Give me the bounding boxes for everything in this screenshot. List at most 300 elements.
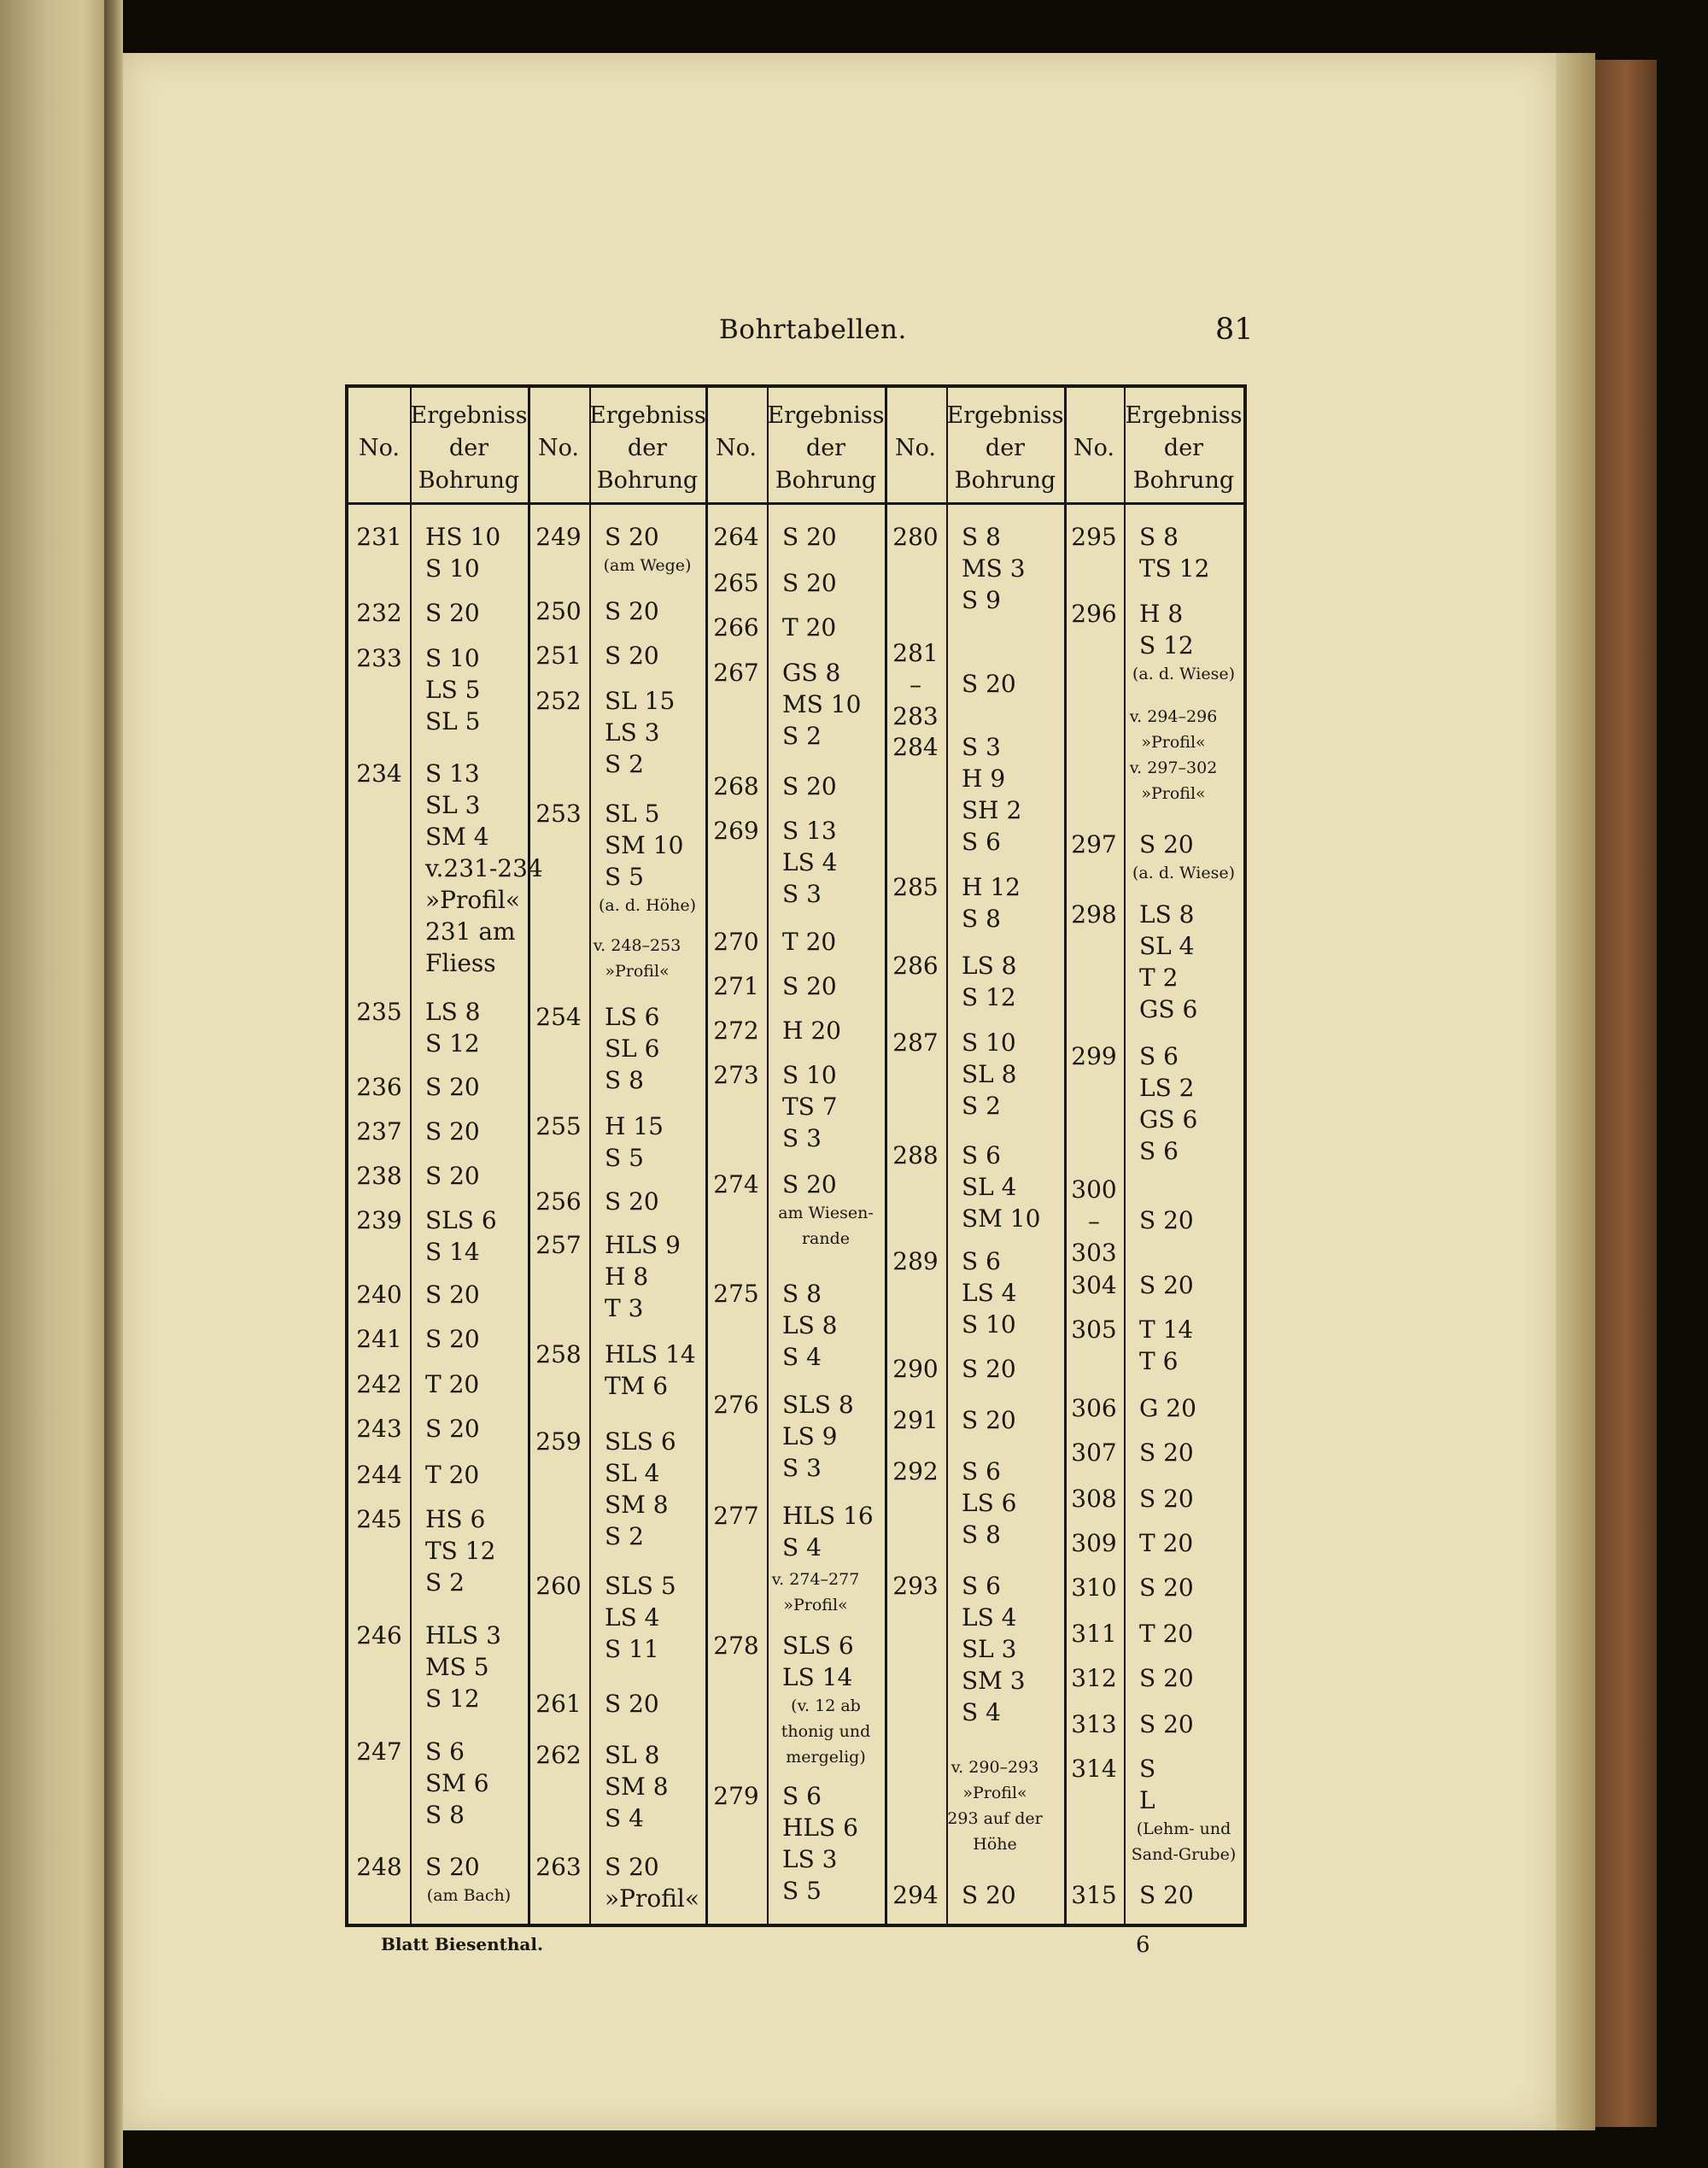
result-line: SLS 6: [425, 1206, 497, 1234]
header-result-line: Ergebniss: [1125, 402, 1243, 429]
boring-result: [425, 1279, 524, 1310]
result-line: S 20: [425, 1073, 480, 1101]
boring-number-value: 285: [892, 873, 939, 901]
result-line: SL 5: [425, 707, 481, 735]
result-line: T 20: [782, 613, 837, 642]
boring-number-value: 240: [356, 1280, 402, 1309]
result-line: S 8: [1139, 523, 1179, 551]
boring-number: [705, 1015, 767, 1046]
boring-result: [1139, 1662, 1240, 1694]
header-result-line: der: [1163, 435, 1204, 461]
result-line: S 6: [962, 1457, 1001, 1485]
result-line: S 6: [1139, 1042, 1179, 1070]
header-result: [1124, 400, 1243, 497]
result-line: S 10: [425, 644, 480, 672]
boring-number-value: 281: [892, 639, 939, 667]
boring-number: [528, 1739, 589, 1771]
boring-number-value: 263: [535, 1853, 582, 1881]
boring-number: [348, 1279, 410, 1310]
result-line: LS 8: [962, 952, 1017, 980]
boring-number-value: 253: [535, 800, 582, 828]
boring-number: [528, 640, 589, 671]
header-result: [946, 400, 1064, 497]
boring-result: [425, 996, 524, 1059]
result-note: v. 248–253: [593, 936, 681, 955]
result-line: 231 am: [425, 917, 516, 946]
header-no: No.: [716, 435, 757, 461]
result-line: S 3: [782, 1124, 822, 1152]
boring-number: [528, 1339, 589, 1370]
result-line: HS 10: [425, 523, 501, 551]
result-line: S 6: [962, 828, 1001, 856]
result-line: S 20: [962, 1881, 1016, 1909]
result-line: S: [1139, 1755, 1156, 1783]
range-dash: –: [1088, 1207, 1100, 1235]
boring-number-value: 275: [713, 1280, 759, 1308]
boring-result: [605, 1001, 702, 1096]
boring-number-value: 293: [892, 1572, 939, 1600]
result-line: S 3: [962, 733, 1001, 761]
boring-number-value: 241: [356, 1325, 402, 1353]
boring-number: [528, 1001, 589, 1033]
result-line: S 13: [425, 759, 480, 788]
boring-number-value: 289: [892, 1247, 939, 1275]
result-line: LS 8: [425, 998, 481, 1026]
boring-number-value: 272: [713, 1017, 759, 1045]
boring-number: [348, 1413, 410, 1444]
result-line: SL 8: [962, 1060, 1017, 1088]
result-note: »Profil«: [1141, 784, 1206, 803]
boring-number-value: 299: [1071, 1042, 1117, 1070]
boring-result: [1139, 1483, 1240, 1515]
result-line: S 12: [425, 1029, 480, 1058]
header-no: No.: [1073, 435, 1114, 461]
result-note: Sand-Grube): [1131, 1845, 1237, 1864]
result-note: Höhe: [973, 1835, 1017, 1854]
page-number: 81: [1215, 313, 1254, 347]
boring-number: [705, 521, 767, 553]
result-line: S 20: [1139, 1710, 1194, 1738]
boring-result: [782, 815, 881, 910]
result-line: S 4: [605, 1804, 644, 1832]
result-line: LS 3: [605, 718, 660, 747]
boring-number: [885, 1456, 946, 1487]
boring-number: [1064, 899, 1124, 930]
result-line: SLS 6: [782, 1632, 854, 1660]
boring-number-value: 262: [535, 1741, 582, 1769]
result-line: S 20: [782, 523, 837, 551]
boring-number-value: 297: [1071, 830, 1117, 858]
result-line: »Profil«: [605, 1884, 699, 1913]
boring-number-value: 232: [356, 599, 402, 627]
boring-result: [1139, 1204, 1240, 1236]
result-note: v. 297–302: [1129, 759, 1218, 777]
result-line: S 20: [1139, 830, 1194, 858]
boring-number-value: 287: [892, 1028, 939, 1057]
boring-number-value: 274: [713, 1170, 759, 1198]
result-line: MS 10: [782, 690, 862, 718]
result-line: LS 8: [1139, 900, 1195, 929]
boring-result: [1139, 1879, 1240, 1911]
boring-result: [425, 1323, 524, 1355]
result-line: »Profil«: [425, 886, 520, 914]
boring-result: [782, 521, 881, 553]
boring-number: [705, 1059, 767, 1091]
boring-number: [528, 1851, 589, 1883]
result-line: SM 10: [605, 831, 684, 859]
result-line: S 12: [425, 1685, 480, 1713]
boring-number-value: 269: [713, 817, 759, 845]
boring-number-value: 290: [892, 1355, 939, 1383]
boring-number-value: 231: [356, 523, 402, 551]
boring-number: [528, 595, 589, 627]
boring-number: [705, 1500, 767, 1532]
result-line: S 4: [782, 1533, 822, 1562]
boring-result: [1132, 829, 1240, 886]
result-line: T 2: [1139, 964, 1179, 992]
result-line: GS 6: [1139, 1105, 1198, 1134]
boring-number-value: 307: [1071, 1438, 1117, 1467]
boring-number: [348, 1368, 410, 1400]
boring-result: [782, 1389, 881, 1484]
boring-result: [605, 1426, 702, 1552]
result-line: S 8: [605, 1066, 644, 1094]
boring-number-value: 252: [535, 687, 582, 715]
boring-number-value: 239: [356, 1206, 402, 1234]
boring-number: [1064, 1040, 1124, 1072]
boring-number: [885, 521, 946, 553]
result-line: S 20: [1139, 1438, 1194, 1467]
left-page-edge: [0, 0, 104, 2168]
result-line: H 12: [962, 873, 1021, 901]
result-line: T 20: [1139, 1529, 1194, 1557]
result-note: »Profil«: [1141, 733, 1206, 752]
boring-result: [1139, 1269, 1240, 1301]
book-cover-edge: [1595, 60, 1657, 2127]
boring-number-value: 245: [356, 1505, 402, 1533]
result-line: S 2: [605, 750, 644, 778]
boring-result: [425, 1204, 524, 1268]
boring-number-end: 283: [892, 702, 939, 730]
boring-result: [425, 1160, 524, 1192]
boring-number-value: 280: [892, 523, 939, 551]
boring-number-value: 238: [356, 1162, 402, 1190]
result-line: S 2: [962, 1092, 1001, 1120]
result-line: T 20: [425, 1370, 480, 1398]
header-result-line: der: [448, 435, 489, 461]
boring-number-value: 309: [1071, 1529, 1117, 1557]
result-line: HLS 16: [782, 1502, 874, 1530]
result-line: S 12: [1139, 631, 1194, 659]
header-result-line: Ergebniss: [589, 402, 706, 429]
boring-number: [705, 970, 767, 1002]
boring-number: [705, 657, 767, 688]
result-line: S 5: [782, 1877, 822, 1905]
boring-result: [425, 521, 524, 584]
boring-result: [962, 1404, 1061, 1436]
result-note: (am Wege): [603, 556, 692, 575]
result-line: SM 4: [425, 823, 489, 851]
header-no: No.: [538, 435, 579, 461]
boring-number: [1064, 1572, 1124, 1603]
result-line: LS 4: [962, 1279, 1017, 1307]
result-line: S 6: [962, 1141, 1001, 1169]
boring-number: [1064, 1879, 1124, 1911]
boring-result: [782, 657, 881, 752]
boring-result: [962, 1027, 1061, 1122]
result-note: 293 auf der: [947, 1809, 1043, 1828]
result-note: (a. d. Wiese): [1132, 864, 1235, 882]
boring-number: [885, 871, 946, 903]
result-line: S 12: [962, 983, 1016, 1011]
header-result-line: Ergebniss: [410, 402, 528, 429]
result-line: S 20: [962, 670, 1016, 698]
boring-number: [885, 1027, 946, 1058]
result-line: SLS 5: [605, 1572, 676, 1600]
boring-result: [425, 1851, 524, 1908]
boring-result: [425, 758, 543, 979]
boring-number: [885, 731, 946, 763]
result-line: SLS 8: [782, 1391, 854, 1419]
result-line: S 20: [1139, 1271, 1194, 1299]
boring-number-value: 273: [713, 1061, 759, 1089]
boring-number-value: 278: [713, 1632, 759, 1660]
boring-number: [885, 1879, 946, 1911]
result-line: SL 4: [605, 1459, 660, 1487]
result-line: HLS 3: [425, 1621, 501, 1649]
result-line: S 20: [1139, 1664, 1194, 1692]
header-result-line: Bohrung: [775, 467, 877, 494]
boring-number-value: 315: [1071, 1881, 1117, 1909]
book-gutter: [104, 0, 123, 2168]
result-line: S 3: [782, 880, 822, 908]
result-line: SM 10: [962, 1204, 1041, 1233]
boring-number-value: 264: [713, 523, 759, 551]
boring-number-value: 258: [535, 1340, 582, 1368]
result-line: SM 8: [605, 1772, 669, 1801]
boring-result: [782, 926, 881, 958]
boring-number-value: 247: [356, 1737, 402, 1766]
boring-result: [425, 597, 524, 629]
boring-number-value: 255: [535, 1112, 582, 1140]
result-line: H 8: [1139, 600, 1184, 628]
result-line: S 10: [962, 1028, 1016, 1057]
boring-result: [1139, 521, 1240, 584]
result-line: S 14: [425, 1238, 480, 1266]
result-line: SM 8: [605, 1491, 669, 1519]
boring-result: [425, 1459, 524, 1491]
boring-number: [1064, 598, 1124, 630]
boring-number-value: 257: [535, 1231, 582, 1259]
result-note: (v. 12 ab: [791, 1696, 861, 1715]
result-line: GS 8: [782, 659, 841, 687]
result-line: S 20: [605, 523, 659, 551]
boring-number-value: 271: [713, 972, 759, 1000]
boring-result: [425, 1368, 524, 1400]
boring-number-value: 243: [356, 1415, 402, 1443]
result-line: T 14: [1139, 1315, 1194, 1344]
boring-result: [1139, 1392, 1240, 1424]
boring-number: [885, 1404, 946, 1436]
result-line: S 20: [605, 642, 659, 670]
boring-result: [1139, 1708, 1240, 1740]
boring-number-value: 305: [1071, 1315, 1117, 1344]
boring-result: [1129, 704, 1230, 806]
result-note: (a. d. Wiese): [1132, 665, 1235, 683]
boring-number-value: 279: [713, 1782, 759, 1810]
result-line: TS 7: [782, 1093, 838, 1121]
boring-result: [425, 1116, 524, 1147]
result-line: S 2: [605, 1522, 644, 1550]
result-line: SL 3: [962, 1635, 1017, 1663]
result-line: S 4: [962, 1698, 1001, 1726]
boring-number: [1064, 1753, 1124, 1784]
boring-result: [605, 1851, 702, 1914]
result-note: mergelig): [786, 1748, 866, 1767]
result-line: S 20: [782, 569, 837, 597]
boring-number-value: 314: [1071, 1755, 1117, 1783]
boring-result: [962, 1879, 1061, 1911]
header-no: No.: [895, 435, 936, 461]
result-line: S 20: [1139, 1881, 1194, 1909]
boring-number-end: 303: [1071, 1239, 1117, 1267]
boring-result: [605, 521, 702, 578]
result-line: S 8: [962, 905, 1001, 933]
boring-number-value: 248: [356, 1853, 402, 1881]
result-line: LS 4: [962, 1603, 1017, 1632]
boring-number: [348, 1116, 410, 1147]
boring-result: [605, 1688, 702, 1720]
result-note: »Profil«: [783, 1596, 848, 1614]
header-result-line: der: [985, 435, 1026, 461]
boring-number: [348, 1323, 410, 1355]
boring-result: [1131, 1753, 1240, 1867]
boring-number: [705, 815, 767, 847]
header-result: [410, 400, 528, 497]
result-line: S 6: [1139, 1137, 1179, 1165]
result-line: MS 5: [425, 1653, 489, 1681]
result-line: SM 3: [962, 1667, 1026, 1695]
header-result-line: Ergebniss: [946, 402, 1064, 429]
boring-result: [782, 1015, 881, 1046]
boring-result: [772, 1567, 871, 1618]
boring-number: [348, 996, 410, 1028]
result-line: H 8: [605, 1263, 649, 1291]
boring-number: [705, 926, 767, 958]
header-result-line: Bohrung: [1132, 467, 1235, 494]
result-line: HLS 6: [782, 1814, 858, 1842]
result-line: SH 2: [962, 796, 1022, 824]
result-line: S 10: [425, 554, 480, 583]
boring-table: [345, 384, 1247, 1927]
result-line: LS 14: [782, 1663, 853, 1691]
boring-result: [962, 871, 1061, 935]
result-line: HLS 9: [605, 1231, 681, 1259]
result-line: SL 4: [1139, 932, 1195, 960]
result-line: S 20: [782, 972, 837, 1000]
boring-number: [705, 1780, 767, 1812]
boring-result: [425, 1503, 524, 1598]
result-note: rande: [801, 1229, 851, 1248]
result-line: LS 2: [1139, 1074, 1195, 1102]
boring-result: [605, 595, 702, 627]
boring-result: [1139, 1618, 1240, 1649]
header-result-line: Bohrung: [418, 467, 520, 494]
boring-number: [348, 758, 410, 789]
boring-number-value: 288: [892, 1141, 939, 1169]
result-line: S 20: [425, 1162, 480, 1190]
boring-number: [1064, 1437, 1124, 1468]
boring-result: [782, 567, 881, 599]
boring-number-value: 261: [535, 1690, 582, 1718]
result-line: SL 6: [605, 1034, 660, 1063]
result-line: LS 8: [782, 1311, 838, 1339]
result-line: T 20: [782, 928, 837, 956]
header-result: [767, 400, 885, 497]
boring-number: [885, 637, 946, 732]
boring-number: [1064, 1174, 1124, 1269]
boring-number: [885, 1140, 946, 1171]
boring-number-value: 310: [1071, 1573, 1117, 1602]
boring-number-value: 254: [535, 1003, 582, 1031]
boring-number: [1064, 829, 1124, 860]
header-result-line: Bohrung: [596, 467, 699, 494]
result-line: S 6: [782, 1782, 822, 1810]
boring-result: [782, 612, 881, 643]
boring-result: [594, 933, 692, 984]
result-line: S 8: [782, 1280, 822, 1308]
result-line: LS 6: [605, 1003, 660, 1031]
boring-number-value: 294: [892, 1881, 939, 1909]
boring-number: [1064, 1527, 1124, 1559]
boring-number: [705, 612, 767, 643]
result-line: SL 5: [605, 800, 660, 828]
result-line: S 2: [782, 722, 822, 750]
result-line: H 20: [782, 1017, 841, 1045]
boring-result: [1139, 1572, 1240, 1603]
boring-number-value: 246: [356, 1621, 402, 1649]
boring-result: [962, 1456, 1061, 1550]
boring-result: [782, 970, 881, 1002]
boring-number-value: 236: [356, 1073, 402, 1101]
result-line: LS 9: [782, 1422, 838, 1450]
result-note: (Lehm- und: [1136, 1819, 1231, 1838]
result-note: (am Bach): [426, 1886, 512, 1905]
boring-number-value: 296: [1071, 600, 1117, 628]
boring-result: [1139, 899, 1240, 1025]
boring-number-value: 295: [1071, 523, 1117, 551]
result-line: S 2: [425, 1568, 465, 1597]
boring-number-value: 284: [892, 733, 939, 761]
result-line: S 9: [962, 586, 1001, 614]
result-line: S 8: [962, 523, 1001, 551]
boring-number-value: 308: [1071, 1485, 1117, 1513]
result-note: v. 274–277: [771, 1570, 860, 1589]
result-note: am Wiesen-: [778, 1204, 874, 1222]
boring-number: [348, 1160, 410, 1192]
result-line: SM 6: [425, 1769, 489, 1797]
result-line: S 6: [425, 1737, 465, 1766]
result-line: S 20: [1139, 1573, 1194, 1602]
result-line: TS 12: [1139, 554, 1210, 583]
boring-result: [778, 1169, 881, 1251]
result-note: thonig und: [781, 1722, 871, 1741]
boring-number-value: 311: [1071, 1620, 1117, 1648]
boring-number-value: 276: [713, 1391, 759, 1419]
boring-number: [705, 1169, 767, 1200]
result-line: HS 6: [425, 1505, 486, 1533]
boring-number-value: 313: [1071, 1710, 1117, 1738]
